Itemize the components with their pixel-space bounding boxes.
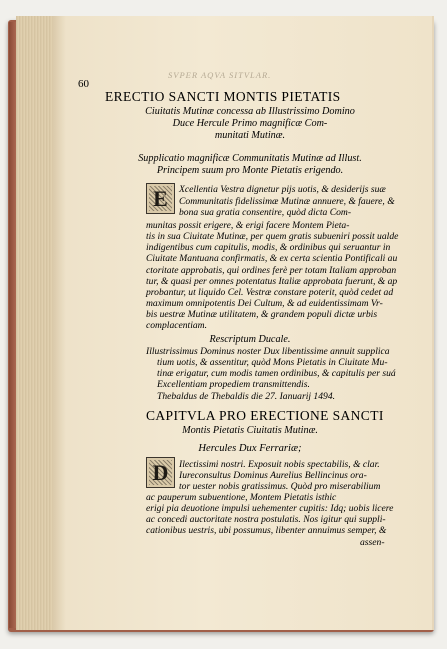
- supplicatio-text-line: Xcellentia Vestra dignetur pijs uotis, & desiderijs suæ: [179, 184, 386, 195]
- rescriptum-line: tinæ erigatur, cum modis tamen ordinibus, & capitulis per suá: [157, 368, 396, 379]
- capitula-heading: CAPITVLA PRO ERECTIONE SANCTI: [146, 408, 384, 423]
- supplicatio-heading-2: Principem suum pro Monte Pietatis erigendo.: [156, 165, 344, 176]
- title-line-2: Duce Hercule Primo magnificæ Com-: [172, 118, 328, 129]
- supplicatio-text-line: tis in sua Ciuitate Mutinæ, per quem gratis subueniri possit ualde: [146, 231, 399, 242]
- supplicatio-text-line: munitas possit erigere, & erigi facere Montem Pieta-: [146, 220, 350, 231]
- capitula-text-line: ac concedi auctoritate nostra postulatis. Nos igitur qui suppli-: [146, 514, 386, 525]
- supplicatio-text-line: indigentibus cum capitulis, modis, & ordinibus qui seruantur in: [146, 242, 391, 253]
- decorated-initial-e: E: [146, 183, 175, 214]
- document-title: ERECTIO SANCTI MONTIS PIETATIS: [105, 89, 341, 104]
- supplicatio-text-line: tur, & quasi per omnes potentatus Italiæ approbata fuerunt, & ap: [146, 276, 398, 287]
- supplicatio-text-line: ctoritate approbatis, qui ordines ferè per totam Italiam approban: [146, 265, 397, 276]
- rescriptum-heading: Rescriptum Ducale.: [209, 334, 291, 345]
- capitula-subheading: Montis Pietatis Ciuitatis Mutinæ.: [182, 425, 318, 436]
- capitula-text-line: Ilectissimi nostri. Exposuit nobis spectabilis, & clar.: [179, 459, 380, 470]
- capitula-address: Hercules Dux Ferrariæ;: [198, 443, 302, 454]
- capitula-catchword: assen-: [360, 537, 385, 548]
- supplicatio-text-line: Ciuitate Mantuana confirmatis, & ex certa scientia Pontificali au: [146, 253, 398, 264]
- running-head-showthrough: SVPER AQVA SITVLAR.: [168, 70, 272, 80]
- rescriptum-line: Excellentiam propediem transmittendis.: [157, 379, 310, 390]
- supplicatio-text-line: maximum omnipotentis Dei Cultum, & ad euidentissimam Vr-: [146, 298, 383, 309]
- rescriptum-signature: Thebaldus de Thebaldis die 27. Ianuarij 1494.: [157, 391, 336, 402]
- rescriptum-line: tium uotis, & assentitur, quòd Mons Pietatis in Ciuitate Mu-: [157, 357, 388, 368]
- rescriptum-line: Illustrissimus Dominus noster Dux libentissime annuit supplica: [146, 346, 390, 357]
- capitula-text-line: Iureconsultus Dominus Aurelius Bellincinus ora-: [179, 470, 367, 481]
- page-number: 60: [78, 78, 89, 90]
- decorated-initial-d: D: [146, 457, 175, 488]
- supplicatio-heading-1: Supplicatio magnificæ Communitatis Mutinæ ad Illust.: [138, 153, 362, 164]
- supplicatio-text-line: complacentiam.: [146, 320, 208, 331]
- page-stack-edges: [16, 16, 53, 630]
- capitula-text-line: tor uester nobis gratissimus. Quòd pro miserabilium: [179, 481, 381, 492]
- capitula-text-line: cationibus uestris, ubi possumus, libenter annuimus semper, &: [146, 525, 387, 536]
- capitula-text-line: ac pauperum subuentione, Montem Pietatis isthic: [146, 492, 337, 503]
- supplicatio-text-line: Communitatis fidelissimæ Mutinæ annuere, & fauere, & bona sua gratia consentire, quòd dicta Com-: [179, 196, 395, 219]
- title-line-1: Ciuitatis Mutinæ concessa ab Illustrissimo Domino: [145, 106, 355, 117]
- supplicatio-text-line: probantur, ut liquido Cel. Vestræ constare poterit, quòd cedet ad: [146, 287, 394, 298]
- supplicatio-text-line: bis uestræ Mutinæ utilitatem, & grandem populi dictæ urbis: [146, 309, 378, 320]
- capitula-text-line: erigi pia deuotione impulsi uehementer cupitis: Idq; uobis licere: [146, 503, 394, 514]
- title-line-3: munitati Mutinæ.: [214, 130, 286, 141]
